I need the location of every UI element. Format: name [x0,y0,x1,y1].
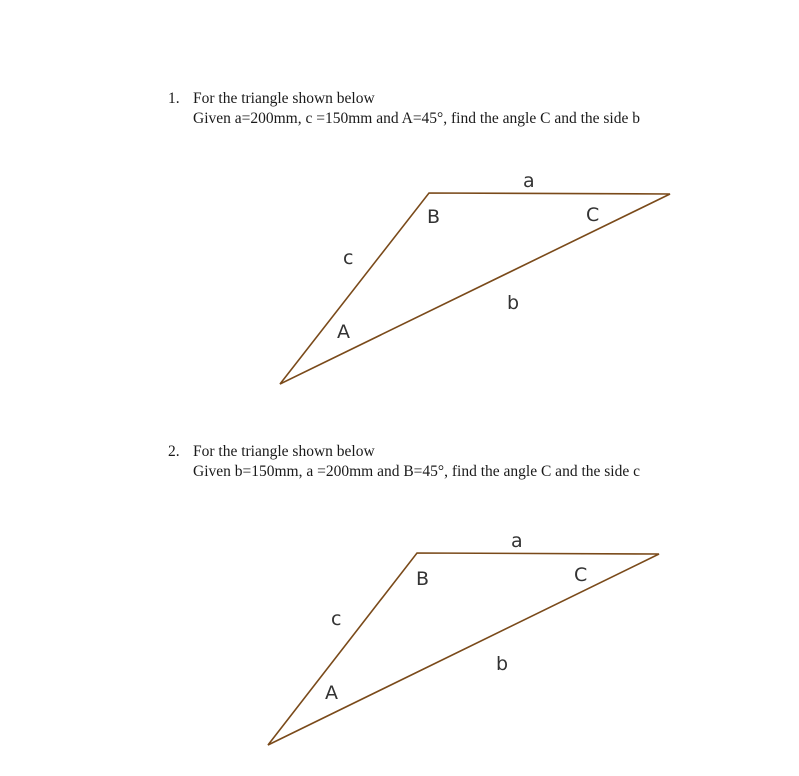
triangle-1-vertex-C: C [586,204,600,226]
problem-2-line2: Given b=150mm, a =200mm and B=45°, find the angle C and the side c [193,463,640,480]
triangle-1-side-b: b [507,292,520,314]
triangle-1-side-c: c [343,247,354,269]
triangle-1-side-a: a [523,170,535,192]
triangle-2-shape [268,553,659,745]
triangle-2-side-c: c [331,608,342,630]
triangle-2-side-b: b [496,653,509,675]
problem-1-number: 1. [168,90,180,107]
problem-1-line1: For the triangle shown below [193,90,375,107]
problem-2-number: 2. [168,443,180,460]
problem-2-line1: For the triangle shown below [193,443,375,460]
triangle-2-vertex-B: B [416,568,430,590]
triangle-1-vertex-B: B [427,206,441,228]
triangle-1-vertex-A: A [337,321,350,343]
triangle-2-vertex-C: C [574,564,588,586]
problem-1-line2: Given a=200mm, c =150mm and A=45°, find the angle C and the side b [193,110,640,127]
triangle-2-side-a: a [511,530,523,552]
triangle-2-vertex-A: A [325,682,338,704]
